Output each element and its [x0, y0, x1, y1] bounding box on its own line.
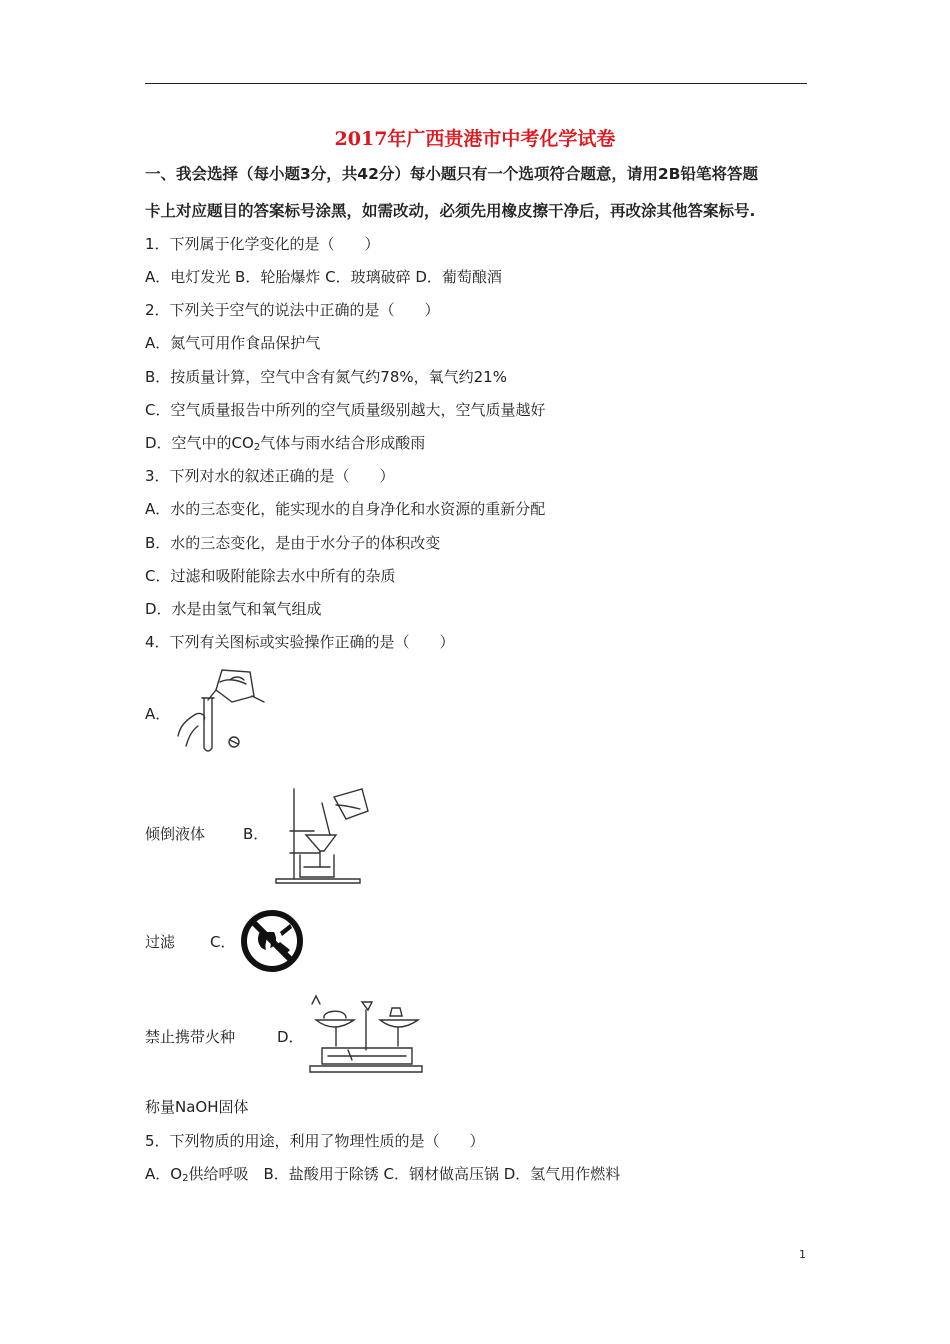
- filtration-figure: [270, 783, 374, 887]
- page-title: 2017年广西贵港市中考化学试卷: [334, 128, 616, 150]
- q4-option-a-label: A．: [145, 705, 171, 723]
- q3-stem: 3．下列对水的叙述正确的是（ ）: [145, 467, 395, 485]
- q1-options: A．电灯发光 B．轮胎爆炸 C．玻璃破碎 D．葡萄酿酒: [145, 268, 502, 286]
- q2-stem: 2．下列关于空气的说法中正确的是（ ）: [145, 301, 440, 319]
- q3-option-b: B．水的三态变化，是由于水分子的体积改变: [145, 534, 441, 552]
- q4-option-b-label: B．: [243, 825, 269, 843]
- q4-option-c-label: C．: [210, 933, 236, 951]
- q4-option-d-caption: 称量NaOH固体: [145, 1098, 249, 1116]
- section-instructions-line1: 一、我会选择（每小题3分，共42分）每小题只有一个选项符合题意，请用2B铅笔将答题: [145, 165, 758, 183]
- q2-option-a: A．氮气可用作食品保护气: [145, 334, 321, 352]
- section-instructions-line2: 卡上对应题目的答案标号涂黑，如需改动，必须先用橡皮擦干净后，再改涂其他答案标号.: [145, 202, 756, 220]
- q4-option-d-label: D．: [277, 1028, 304, 1046]
- q2-option-b: B．按质量计算，空气中含有氮气约78%，氧气约21%: [145, 368, 507, 386]
- q5-stem: 5．下列物质的用途，利用了物理性质的是（ ）: [145, 1132, 485, 1150]
- q4-option-b-caption: 过滤: [145, 933, 176, 951]
- pouring-liquid-figure: [168, 662, 274, 756]
- header-rule: [145, 83, 807, 84]
- q1-stem: 1．下列属于化学变化的是（ ）: [145, 235, 380, 253]
- q4-stem: 4．下列有关图标或实验操作正确的是（ ）: [145, 633, 455, 651]
- q2-option-c: C．空气质量报告中所列的空气质量级别越大，空气质量越好: [145, 401, 546, 419]
- q4-option-c-caption: 禁止携带火种: [145, 1028, 236, 1046]
- q3-option-c: C．过滤和吸附能除去水中所有的杂质: [145, 567, 396, 585]
- q3-option-d: D．水是由氢气和氧气组成: [145, 600, 322, 618]
- q3-option-a: A．水的三态变化，能实现水的自身净化和水资源的重新分配: [145, 500, 546, 518]
- balance-scale-figure: [302, 994, 428, 1080]
- no-fire-sign-icon: [236, 906, 308, 976]
- page-number: 1: [799, 1248, 806, 1261]
- q2-option-d: D．空气中的$CO_2$气体与雨水结合形成酸雨: [145, 434, 426, 453]
- q5-options: A．$O_2$供给呼吸 B．盐酸用于除锈 C．钢材做高压锅 D．氢气用作燃料: [145, 1165, 621, 1184]
- q4-option-a-caption: 倾倒液体: [145, 825, 206, 843]
